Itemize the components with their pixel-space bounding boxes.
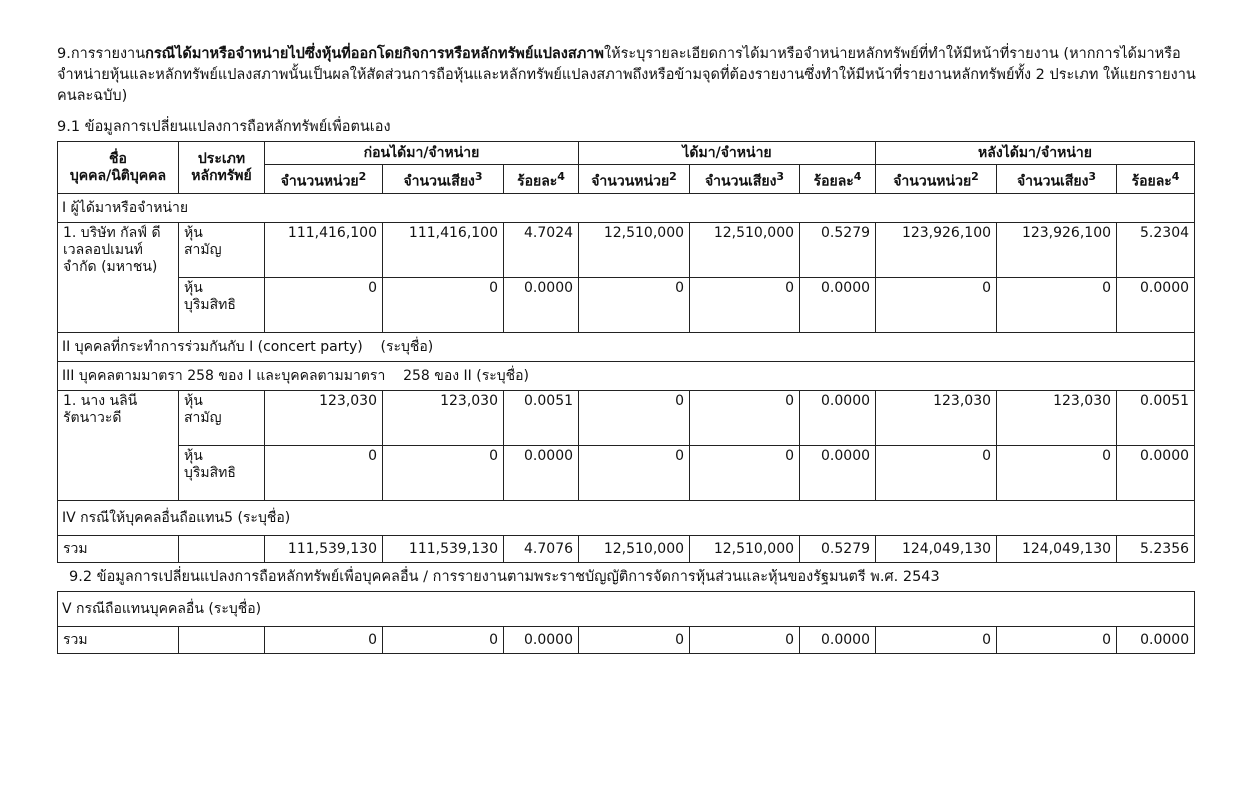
total-label: รวม (58, 627, 179, 654)
votes-label: จำนวนเสียง (403, 173, 475, 190)
value-cell: 0 (383, 278, 504, 333)
value-cell: 123,926,100 (876, 223, 997, 278)
intro-bold: กรณีได้มาหรือจำหน่ายไปซึ่งหุ้นที่ออกโดยกิจการหรือหลักทรัพย์แปลงสภาพ (145, 46, 604, 62)
total-cell: 111,539,130 (265, 536, 383, 563)
votes-label: จำนวนเสียง (1016, 173, 1089, 190)
header-after: หลังได้มา/จำหน่าย (876, 142, 1195, 165)
value-cell: 123,030 (876, 391, 997, 446)
total-type-empty (179, 536, 265, 563)
votes-sup: 3 (474, 169, 483, 183)
table-row (58, 446, 1195, 501)
value-cell: 4.7024 (504, 223, 579, 278)
votes-sup: 3 (1088, 169, 1097, 183)
total-cell: 0 (997, 627, 1117, 654)
type-line2: สามัญ (184, 242, 222, 258)
percent-label: ร้อยละ (813, 173, 854, 190)
entity2-name: 1. นาง นลินี รัตนาวะดี (58, 391, 179, 501)
section-label-v: V กรณีถือแทนบุคคลอื่น (ระบุชื่อ) (58, 592, 1195, 627)
units-sup: 2 (358, 169, 367, 183)
intro-paragraph (57, 44, 1197, 107)
percent-sup: 4 (557, 169, 565, 183)
section-row-ii (58, 333, 1195, 362)
type-line1: หุ้น (184, 225, 203, 241)
value-cell: 0.0051 (504, 391, 579, 446)
section-row-iii (58, 362, 1195, 391)
header-units (876, 165, 997, 194)
type-line1: หุ้น (184, 393, 203, 409)
value-cell: 0 (265, 446, 383, 501)
value-cell: 123,030 (265, 391, 383, 446)
table-row (58, 391, 1195, 446)
percent-label: ร้อยละ (1131, 173, 1172, 190)
intro-prefix: 9.การรายงาน (57, 46, 146, 62)
percent-sup: 4 (1171, 169, 1180, 183)
value-cell: 12,510,000 (690, 223, 800, 278)
total-cell: 0 (265, 627, 383, 654)
total-type-empty (179, 627, 265, 654)
total-cell: 4.7076 (504, 536, 579, 563)
header-votes (383, 165, 504, 194)
section-row-iv (58, 501, 1195, 536)
value-cell: 0.0051 (1117, 391, 1195, 446)
type-line2: สามัญ (184, 410, 222, 426)
total-cell: 5.2356 (1117, 536, 1195, 563)
value-cell: 0.0000 (800, 391, 876, 446)
total-cell: 0 (876, 627, 997, 654)
security-type-preferred (179, 278, 265, 333)
total-cell: 0.0000 (504, 627, 579, 654)
value-cell: 0 (876, 446, 997, 501)
percent-sup: 4 (853, 169, 862, 183)
header-name-line1: ชื่อ (109, 150, 127, 167)
value-cell: 111,416,100 (265, 223, 383, 278)
type-line1: หุ้น (184, 280, 203, 296)
section-row-i (58, 194, 1195, 223)
total-row (58, 536, 1195, 563)
value-cell: 0 (997, 446, 1117, 501)
total-cell: 0.5279 (800, 536, 876, 563)
header-type (179, 142, 265, 194)
header-votes (997, 165, 1117, 194)
security-type-preferred (179, 446, 265, 501)
value-cell: 123,030 (997, 391, 1117, 446)
total-label: รวม (58, 536, 179, 563)
total-cell: 0.0000 (1117, 627, 1195, 654)
value-cell: 0 (690, 391, 800, 446)
header-row-1 (58, 142, 1195, 165)
total-cell: 0 (579, 627, 690, 654)
type-line1: หุ้น (184, 448, 203, 464)
value-cell: 5.2304 (1117, 223, 1195, 278)
total-cell: 12,510,000 (690, 536, 800, 563)
header-before: ก่อนได้มา/จำหน่าย (265, 142, 579, 165)
units-label: จำนวนหน่วย (280, 173, 359, 190)
section-9-2-title: 9.2 ข้อมูลการเปลี่ยนแปลงการถือหลักทรัพย์เพื่อบุคคลอื่น / การรายงานตามพระราชบัญญัติการจัดการหุ้นส่วนและหุ้นของรัฐมนตรี พ.ศ. 2543 (69, 569, 940, 585)
section-label-i: I ผู้ได้มาหรือจำหน่าย (58, 194, 1195, 223)
holdings-table-others (57, 591, 1195, 654)
header-type-line1: ประเภท (197, 150, 246, 167)
value-cell: 0.0000 (1117, 446, 1195, 501)
header-percent (1117, 165, 1195, 194)
value-cell: 123,926,100 (997, 223, 1117, 278)
units-sup: 2 (669, 169, 677, 183)
value-cell: 111,416,100 (383, 223, 504, 278)
table-row (58, 223, 1195, 278)
value-cell: 0 (579, 391, 690, 446)
units-sup: 2 (971, 169, 979, 183)
header-type-line2: หลักทรัพย์ (191, 167, 252, 184)
units-label: จำนวนหน่วย (893, 173, 972, 190)
type-line2: บุริมสิทธิ (184, 297, 236, 313)
section-label-iii: III บุคคลตามมาตรา 258 ของ I และบุคคลตามมาตรา 258 ของ II (ระบุชื่อ) (58, 362, 1195, 391)
header-percent (800, 165, 876, 194)
total-cell: 124,049,130 (997, 536, 1117, 563)
total-cell: 124,049,130 (876, 536, 997, 563)
value-cell: 0 (876, 278, 997, 333)
header-votes (690, 165, 800, 194)
header-name (58, 142, 179, 194)
value-cell: 0 (383, 446, 504, 501)
total-cell: 12,510,000 (579, 536, 690, 563)
percent-label: ร้อยละ (517, 173, 558, 190)
value-cell: 0 (997, 278, 1117, 333)
holdings-table (57, 141, 1195, 563)
value-cell: 0.0000 (800, 446, 876, 501)
value-cell: 0.5279 (800, 223, 876, 278)
header-during: ได้มา/จำหน่าย (579, 142, 876, 165)
document-page (57, 44, 1197, 654)
section-9-1-title: 9.1 ข้อมูลการเปลี่ยนแปลงการถือหลักทรัพย์เพื่อตนเอง (57, 119, 391, 135)
table-row (58, 278, 1195, 333)
entity1-name: 1. บริษัท กัลฟ์ ดี เวลลอปเมนท์ จำกัด (มหาชน) (58, 223, 179, 333)
value-cell: 0.0000 (800, 278, 876, 333)
value-cell: 12,510,000 (579, 223, 690, 278)
value-cell: 0 (690, 446, 800, 501)
header-units (265, 165, 383, 194)
section-label-ii: II บุคคลที่กระทำการร่วมกันกับ I (concert party) (ระบุชื่อ) (58, 333, 1195, 362)
value-cell: 0.0000 (1117, 278, 1195, 333)
votes-sup: 3 (776, 169, 785, 183)
total-cell: 0 (690, 627, 800, 654)
intro-suffix: ให้ระบุรายละเอียดการได้มาหรือจำหน่ายหลักทรัพย์ที่ทำให้มีหน้าที่รายงาน (หากการได้มาหรือจำหน่ายหุ้นและหลักทรัพย์แปลงสภาพนั้นเป็นผลให้สัดส่วนการถือหุ้นและหลักทรัพย์แปลงสภาพถึงหรือข้ามจุดที่ต้องรายงานซึ่งทำให้มีหน้าที่รายงานหลักทรัพย์ทั้ง 2 ประเภท ให้แยกรายงานคนละฉบับ) (57, 46, 1196, 104)
value-cell: 0 (690, 278, 800, 333)
value-cell: 0 (579, 278, 690, 333)
header-units (579, 165, 690, 194)
header-name-line2: บุคคล/นิติบุคคล (69, 167, 167, 184)
header-percent (504, 165, 579, 194)
total-row (58, 627, 1195, 654)
votes-label: จำนวนเสียง (704, 173, 777, 190)
value-cell: 0 (579, 446, 690, 501)
security-type-common (179, 391, 265, 446)
units-label: จำนวนหน่วย (591, 173, 670, 190)
total-cell: 0 (383, 627, 504, 654)
total-cell: 0.0000 (800, 627, 876, 654)
total-cell: 111,539,130 (383, 536, 504, 563)
section-row-v (58, 592, 1195, 627)
value-cell: 123,030 (383, 391, 504, 446)
type-line2: บุริมสิทธิ (184, 465, 236, 481)
section-label-iv: IV กรณีให้บุคคลอื่นถือแทน5 (ระบุชื่อ) (58, 501, 1195, 536)
value-cell: 0.0000 (504, 278, 579, 333)
value-cell: 0 (265, 278, 383, 333)
security-type-common (179, 223, 265, 278)
value-cell: 0.0000 (504, 446, 579, 501)
